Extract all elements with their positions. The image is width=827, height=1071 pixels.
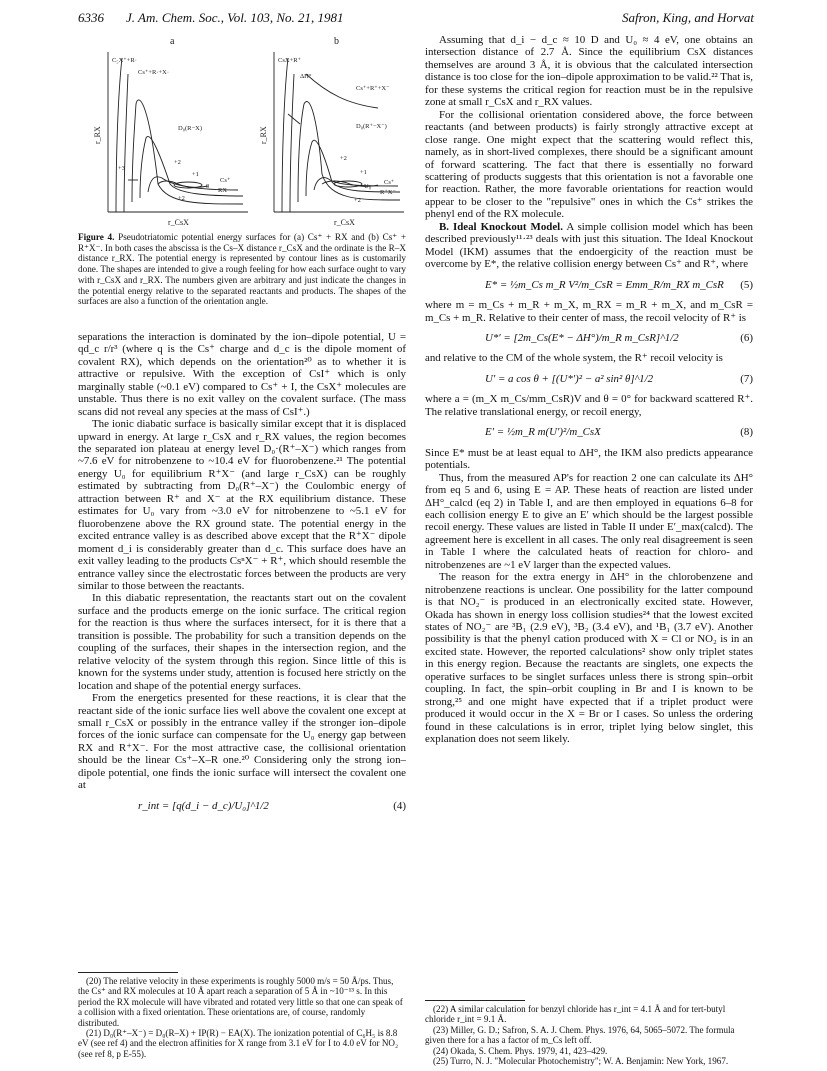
a-label-p3: +3 [118, 165, 125, 172]
equation-5 [425, 279, 753, 291]
equation-5-number: (5) [740, 278, 753, 291]
a-label-top-left: C₅X⁺+R· [112, 57, 137, 64]
a-label-d0: D₀(R−X) [178, 125, 202, 132]
a-label-p2a: +2 [174, 159, 181, 166]
b-label-d0: D₀(R⁺−X⁻) [356, 123, 387, 130]
right-paragraph: where a = (m_X m_Cs/mm_CsR)V and θ = 0° for backward scattered R⁺. The relative translational energy, or recoil energy, [425, 393, 753, 418]
equation-6-number: (6) [740, 331, 753, 344]
figure-caption [78, 232, 406, 307]
a-label-middle: Cs⁺+R·+X· [138, 69, 169, 76]
left-paragraph: The ionic diabatic surface is basically similar except that it is displaced upward in energy. At large r_CsX and r_RX values, the region becomes the separated ion plateau at energy level D₀·(R⁺–X⁻) which ranges from ~7.6 eV for nitrobenzene to ~10.4 eV for fluorobenzene.²¹ The potential energy U₀ for equilibrium R⁺X⁻ (and large r_CsX) can be roughly estimated by subtracting from D₀(R⁺–X⁻) the Coulombic energy of attraction between R⁺ and X⁻ at the RX equilibrium distance. These estimates for U₀ vary from ~3.0 eV for nitrobenzene to ~5.1 eV for fluorobenzene above the RX ground state. The potential energy in the excited entrance valley is as described above except that the R⁺X⁻ dipole moment d_i is considerably greater than d_c. This surface does have an exit valley leading to the products CsⁿX⁻ + R⁺, which should resemble the entrance valley since the electrostatic forces between the products are very similar to those between the reactants. [78, 418, 406, 592]
caption-label: Figure 4. [78, 232, 115, 242]
b-label-u0: U₀ [364, 183, 371, 190]
b-label-p2b: +2 [354, 197, 361, 204]
b-label-top-left: CsX+R⁺ [278, 57, 301, 64]
right-paragraph: Assuming that d_i − d_c ≈ 10 D and U₀ ≈ 4 eV, one obtains an intersection distance of 2.7 Å. Since the equilibrium CsX distances themselves are around 3 Å, it is obvious that the calculated intersection distance is too close for the ion–dipole approximation to be valid.²² That is, for these systems the critical region for reaction must be in the repulsive zone at small r_CsX and r_RX values. [425, 34, 753, 109]
equation-7-body: U′ = a cos θ + [(U*′)² − a² sin² θ]^1/2 [485, 372, 654, 385]
running-authors: Safron, King, and Horvat [621, 10, 754, 25]
a-label-zero: 0 [206, 183, 210, 190]
figure-4-graphic [78, 34, 406, 230]
footnote: (21) D₀(R⁺–X⁻) = D₀(R–X) + IP(R) − EA(X). The ionization potential of C₆H₅ is 8.8 eV (see ref 4) and the electron affinities for X range from 3.1 eV for I to 4.0 eV for NO₂ (see ref 8, p E-55). [78, 1028, 399, 1059]
footnote: (20) The relative velocity in these experiments is roughly 5000 m/s = 50 Å/ps. Thus, the Cs⁺ and RX molecules at 10 Å apart reach a separation of 5 Å in ~10⁻¹³ s. In this period the RX molecule will have vibrated and rotated very little so that one can speak of a collision with a fixed orientation. These orientations are, of course, randomly distributed. [78, 976, 403, 1028]
footnote: (23) Miller, G. D.; Safron, S. A. J. Chem. Phys. 1976, 64, 5065–5072. The formula given there for a has a factor of m_Cs left off. [425, 1024, 735, 1046]
footnote: (24) Okada, S. Chem. Phys. 1979, 41, 423–429. [433, 1045, 608, 1056]
b-y-axis-label: r_RX [259, 126, 268, 144]
b-label-top-right: Cs⁺+R⁺+X⁻ [356, 85, 390, 92]
right-paragraph: where m = m_Cs + m_R + m_X, m_RX = m_R + m_X, and m_CsR = m_Cs + m_R. Relative to their center of mass, the recoil velocity of R⁺ is [425, 299, 753, 324]
a-label-cs: Cs⁺ [220, 177, 231, 184]
equation-6 [425, 332, 753, 344]
left-column [78, 34, 406, 820]
right-column [425, 34, 753, 746]
panel-a-label: a [170, 36, 175, 47]
equation-4-number: (4) [393, 799, 406, 812]
footnote-rule [78, 972, 178, 973]
right-paragraph: Since E* must be at least equal to ΔH°, the IKM also predicts appearance potentials. [425, 446, 753, 472]
b-label-rx: R⁺X⁻ [380, 189, 396, 196]
a-label-rx: RX [218, 187, 228, 194]
equation-4-body: r_int = [q(d_i − d_c)/U₀]^1/2 [138, 799, 269, 812]
left-paragraph: separations the interaction is dominated by the ion–dipole potential, U = qd_c r/r³ (where q is the Cs⁺ charge and d_c is the dipole moment of covalent RX), which depends on the orientation²⁰ as to whether it is attractive or repulsive. With the exception of CsI⁺ which is only marginally stable (~0.1 eV) compared to Cs⁺ + I, the CsX⁺ molecules are unstable. Thus there is no exit valley on the covalent surface. (The mass scans did not reveal any species at the mass of CsI⁺.) [78, 330, 406, 418]
equation-4 [78, 800, 406, 812]
equation-7-number: (7) [740, 372, 753, 385]
right-paragraph: The reason for the extra energy in ΔH° in the chlorobenzene and nitrobenzene reactions is unclear. One possibility for the latter compound is that NO₂⁻ is produced in an electronically excited state. However, Okada has shown in energy loss collision studies²⁴ that the lowest excited states of NO₂⁻ are ³B₁ (2.9 eV), ³B₂ (3.4 eV), and ¹B₁ (3.7 eV). Another possibility is that the phenyl cation produced with X = Cl or NO₂ is in an excited state. However, the reported calculations² show only triplet states in this energy region. Because the reactants are singlets, one expects the operative surfaces to be singlet surfaces unless there is strong spin–orbit coupling. In fact, the spin–orbit coupling in Br and I is known to be strong,²⁵ and one might have expected that if a triplet product were produced it would occur in the X = Br or I cases. So unless the ordering found in these calculations is in error, triplet lying below singlet, this explanation does not seem likely. [425, 571, 753, 746]
running-header [78, 10, 754, 26]
b-label-p1: +1 [360, 169, 367, 176]
left-footnotes [78, 968, 406, 1059]
page-number: 6336 [78, 10, 104, 25]
equation-8 [425, 426, 753, 438]
equation-5-body: E* = ½m_Cs m_R V²/m_CsR = Emm_R/m_RX m_CsR [485, 278, 724, 291]
a-y-axis-label: r_RX [93, 126, 102, 144]
right-paragraph: and relative to the CM of the whole system, the R⁺ recoil velocity is [425, 352, 723, 365]
figure-4 [78, 34, 406, 230]
equation-7 [425, 373, 753, 385]
left-paragraph: From the energetics presented for these reactions, it is clear that the reactant side of the ionic surface lies well above the covalent one except at small r_CsX or possibly in the entrance valley if the stronger ion–dipole forces of the ionic surface can compensate for the U₀ energy gap between RX and R⁺X⁻. For the most attractive case, the collisional orientation should be the linear Cs⁺–X–R one.²⁰ Considering only the strong ion–dipole potential, one finds the ionic surface will intersect the covalent one at [78, 692, 406, 792]
section-heading: B. Ideal Knockout Model. [439, 220, 563, 233]
right-paragraph: Thus, from the measured AP's for reaction 2 one can calculate its ΔH° from eq 5 and 6, using E = AP. These heats of reaction are listed under ΔH°_calcd (eq 2) in Table I, and are then employed in equations 6–8 for each collision energy E to give an E′ which should be the largest possible recoil energy. These values are listed in Table II under E′_max(calcd). The agreement here is excellent in all cases. The only real disagreement is seen in Table I where the calculated heats of reaction for chloro- and nitrobenzenes are ~1 eV larger than the expected values. [425, 471, 753, 571]
a-label-p1: +1 [192, 171, 199, 178]
equation-8-body: E′ = ½m_R m(U′)²/m_CsX [485, 426, 601, 439]
caption-text: Pseudotriatomic potential energy surfaces for (a) Cs⁺ + RX and (b) Cs⁺ + R⁺X⁻. In both cases the abscissa is the Cs–X distance r_CsX and the ordinate is the R–X distance r_RX. The potential energy is represented by contour lines as is customarily done. The shapes are intended to give a rough feeling for how each surface ought to vary with r_CsX and r_RX. The numbers given are arbitrary and just indicate the changes in the potential energy relative to the separated reactants and products. The shapes of the surfaces are also a function of the orientation angle. [78, 232, 407, 307]
section-paragraph [425, 221, 753, 271]
b-label-cs: Cs⁺ [384, 179, 395, 186]
right-footnotes [425, 996, 753, 1066]
equation-6-body: U*′ = [2m_Cs(E* − ΔH°)/m_R m_CsR]^1/2 [485, 331, 679, 344]
footnote: (22) A similar calculation for benzyl chloride has r_int = 4.1 Å and for tert-butyl chloride r_int = 9.1 Å. [425, 1004, 726, 1025]
a-label-p2b: +2 [178, 195, 185, 202]
b-x-axis-label: r_CsX [334, 218, 355, 227]
equation-8-number: (8) [740, 426, 753, 439]
journal-citation: J. Am. Chem. Soc., Vol. 103, No. 21, 1981 [126, 10, 344, 25]
section-text: A simple collision model which has been described previously¹¹·²³ deals with just this situation. The Ideal Knockout Model (IKM) assumes that the endoergicity of the reaction must be overcome by E*, the relative collision energy between Cs⁺ and R⁺, where [425, 220, 753, 271]
left-paragraph: In this diabatic representation, the reactants start out on the covalent surface and the products emerge on the ionic surface. The critical region for the reaction is thus where the surfaces intersect, for it is there that a transition is possible. The probability for such a transition depends on the coupling of the surfaces, their shapes in the intersection region, and the relative velocity of the system through this region. Since little of this is known for the systems under study, attention is focused here strictly on the location and shape of the potential energy surfaces. [78, 592, 406, 692]
footnote: (25) Turro, N. J. "Molecular Photochemistry"; W. A. Benjamin: New York, 1967. [433, 1056, 729, 1067]
footnote-rule [425, 1000, 525, 1001]
b-label-p2a: +2 [340, 155, 347, 162]
panel-b-label: b [334, 36, 339, 47]
a-x-axis-label: r_CsX [168, 218, 189, 227]
b-label-dh: ΔH° [300, 73, 312, 80]
right-paragraph: For the collisional orientation considered above, the force between reactants (and between products) is fairly strongly attractive except at close range. One might expect that the scattering would reflect this, namely, as in short-lived complexes, there should be a significant amount of forward scattering. The fact that there is essentially no forward scattering of products suggests that this orientation is not a favorable one for reaction. Rather, the more favorable orientations for reaction would appear to be closer to the "repulsive" ones in which the Cs⁺ strikes the phenyl end of the RX molecule. [425, 108, 753, 221]
